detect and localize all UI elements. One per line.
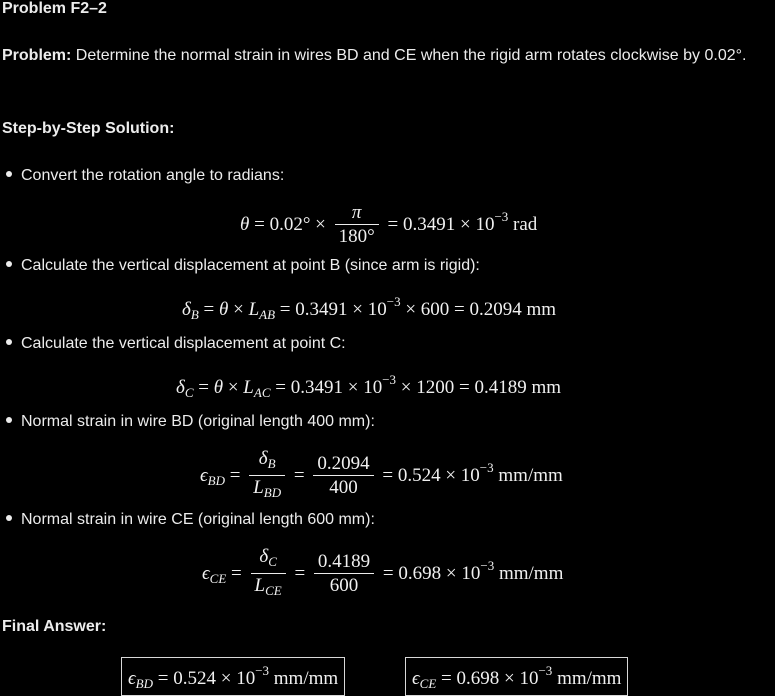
fraction: $\frac{\pi}{180^\circ}$: [335, 202, 379, 249]
final-answer-ce: [405, 657, 628, 696]
page-title: Problem F2–2: [2, 0, 107, 17]
fraction: $\frac{\delta_C}{L_{CE}}$: [251, 546, 286, 603]
step-text: Convert the rotation angle to radians:: [21, 167, 285, 184]
step-1: [6, 166, 284, 186]
step-text: Calculate the vertical displacement at point C:: [21, 335, 346, 352]
equation-delta-b: $\delta_B = \theta \times L_{AB} = 0.3491 \times 10^{-3} \times 600 = 0.2094$ mm: [182, 294, 557, 322]
fraction: $\frac{\delta_B}{L_{BD}}$: [249, 448, 285, 505]
step-5: [6, 510, 375, 530]
bullet-dot: [6, 261, 12, 267]
answer-box: $\epsilon_{BD} = 0.524 \times 10^{-3}$ mm/mm: [121, 657, 345, 696]
bullet-dot: [6, 515, 12, 521]
fraction: $\frac{0.4189}{600}$: [314, 551, 374, 598]
problem-statement: [2, 42, 772, 70]
equation-delta-c: $\delta_C = \theta \times L_{AC} = 0.3491 \times 10^{-3} \times 1200 = 0.4189$ mm: [176, 372, 562, 400]
final-answer-bd: [121, 657, 345, 696]
solution-heading: Step-by-Step Solution:: [2, 120, 175, 137]
equation-eps-bd: $\epsilon_{BD}$ = $\frac{\delta_B}{L_{BD}}$ = $\frac{0.2094}{400}$ = $0.524 \times 10^{-3}$ mm/mm: [200, 448, 563, 505]
equation-theta: θ = 0.02° × $\frac{\pi}{180^\circ}$ = $0.3491 \times 10^{-3}$ rad: [240, 202, 538, 247]
step-3: [6, 334, 346, 354]
fraction: $\frac{0.2094}{400}$: [313, 453, 373, 500]
bullet-dot: [6, 171, 12, 177]
problem-label: Problem:: [2, 47, 72, 64]
problem-text: Determine the normal strain in wires BD and CE when the rigid arm rotates clockwise by 0.02°.: [75, 47, 747, 64]
step-text: Normal strain in wire CE (original length 600 mm):: [21, 511, 375, 528]
step-text: Normal strain in wire BD (original length 400 mm):: [21, 413, 375, 430]
step-4: [6, 412, 375, 432]
final-answer-heading: Final Answer:: [2, 618, 107, 635]
equation-eps-ce: $\epsilon_{CE}$ = $\frac{\delta_C}{L_{CE}}$ = $\frac{0.4189}{600}$ = $0.698 \times 10^{-3}$ mm/mm: [202, 546, 563, 603]
answer-box: $\epsilon_{CE} = 0.698 \times 10^{-3}$ mm/mm: [405, 657, 628, 696]
bullet-dot: [6, 339, 12, 345]
step-2: [6, 256, 480, 276]
bullet-dot: [6, 417, 12, 423]
step-text: Calculate the vertical displacement at point B (since arm is rigid):: [21, 257, 480, 274]
